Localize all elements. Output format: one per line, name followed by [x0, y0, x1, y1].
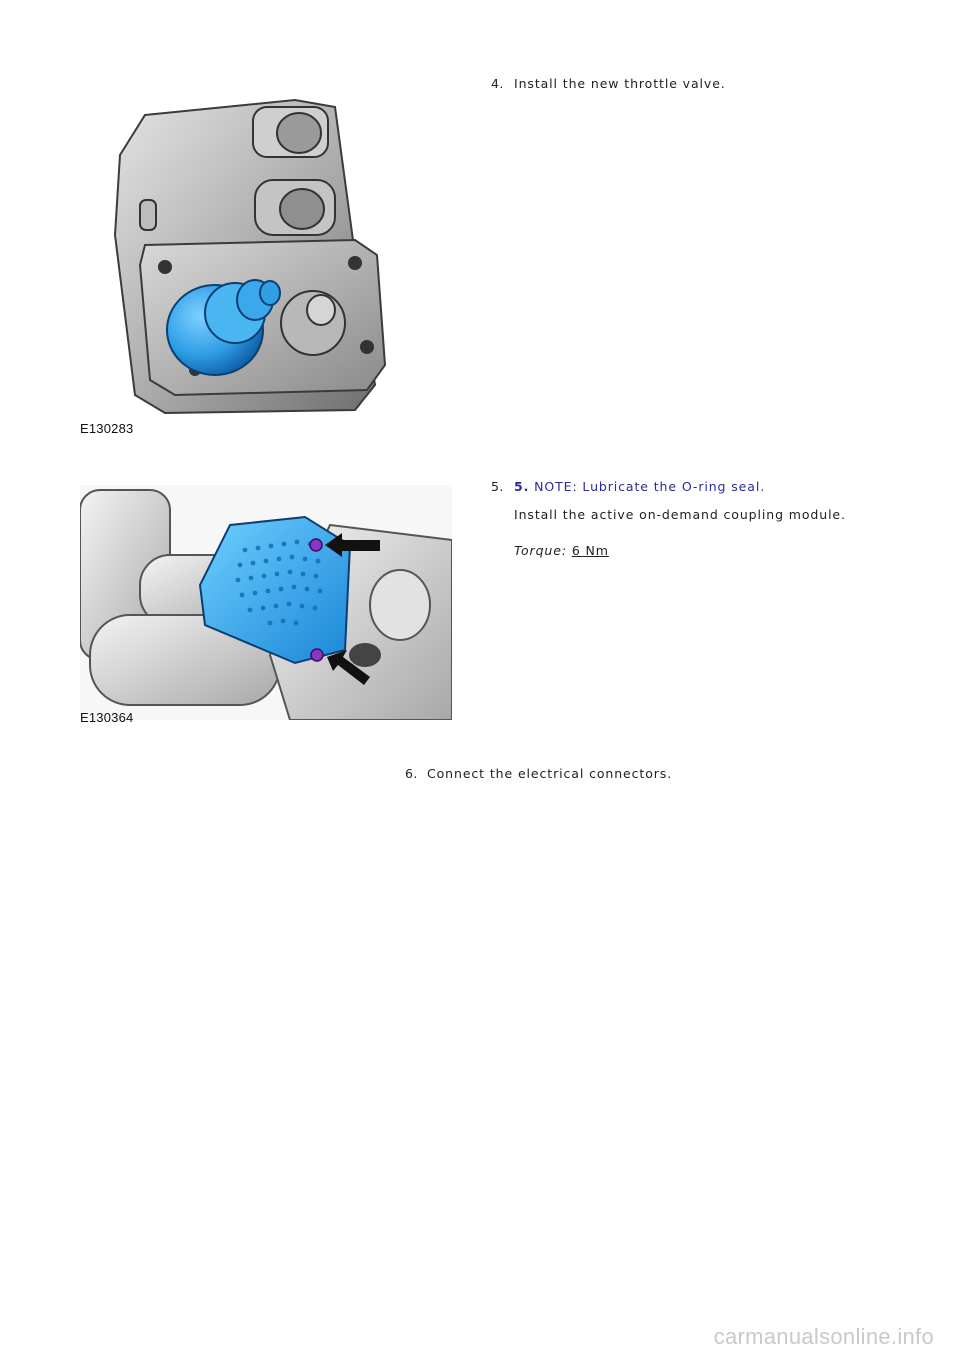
figure-label: E130283 — [80, 421, 134, 436]
step-text: Connect the electrical connectors. — [427, 766, 673, 781]
step-number: 6. — [405, 766, 418, 781]
torque-value[interactable]: 6 Nm — [571, 543, 609, 558]
torque-label: Torque: — [514, 543, 567, 558]
step-text: Install the active on-demand coupling module. — [514, 507, 846, 522]
watermark: carmanualsonline.info — [713, 1324, 934, 1349]
step-number: 4. — [491, 76, 504, 91]
figure-coupling-module — [80, 485, 452, 720]
torque-spec — [514, 543, 609, 558]
note-step-ref: 5. — [514, 479, 530, 494]
figure-throttle-valve — [105, 95, 405, 420]
figure-label: E130364 — [80, 710, 134, 725]
step-number: 5. — [491, 479, 504, 494]
step-note — [514, 479, 765, 494]
step-text: Install the new throttle valve. — [514, 76, 726, 91]
note-text: NOTE: Lubricate the O-ring seal. — [534, 479, 766, 494]
